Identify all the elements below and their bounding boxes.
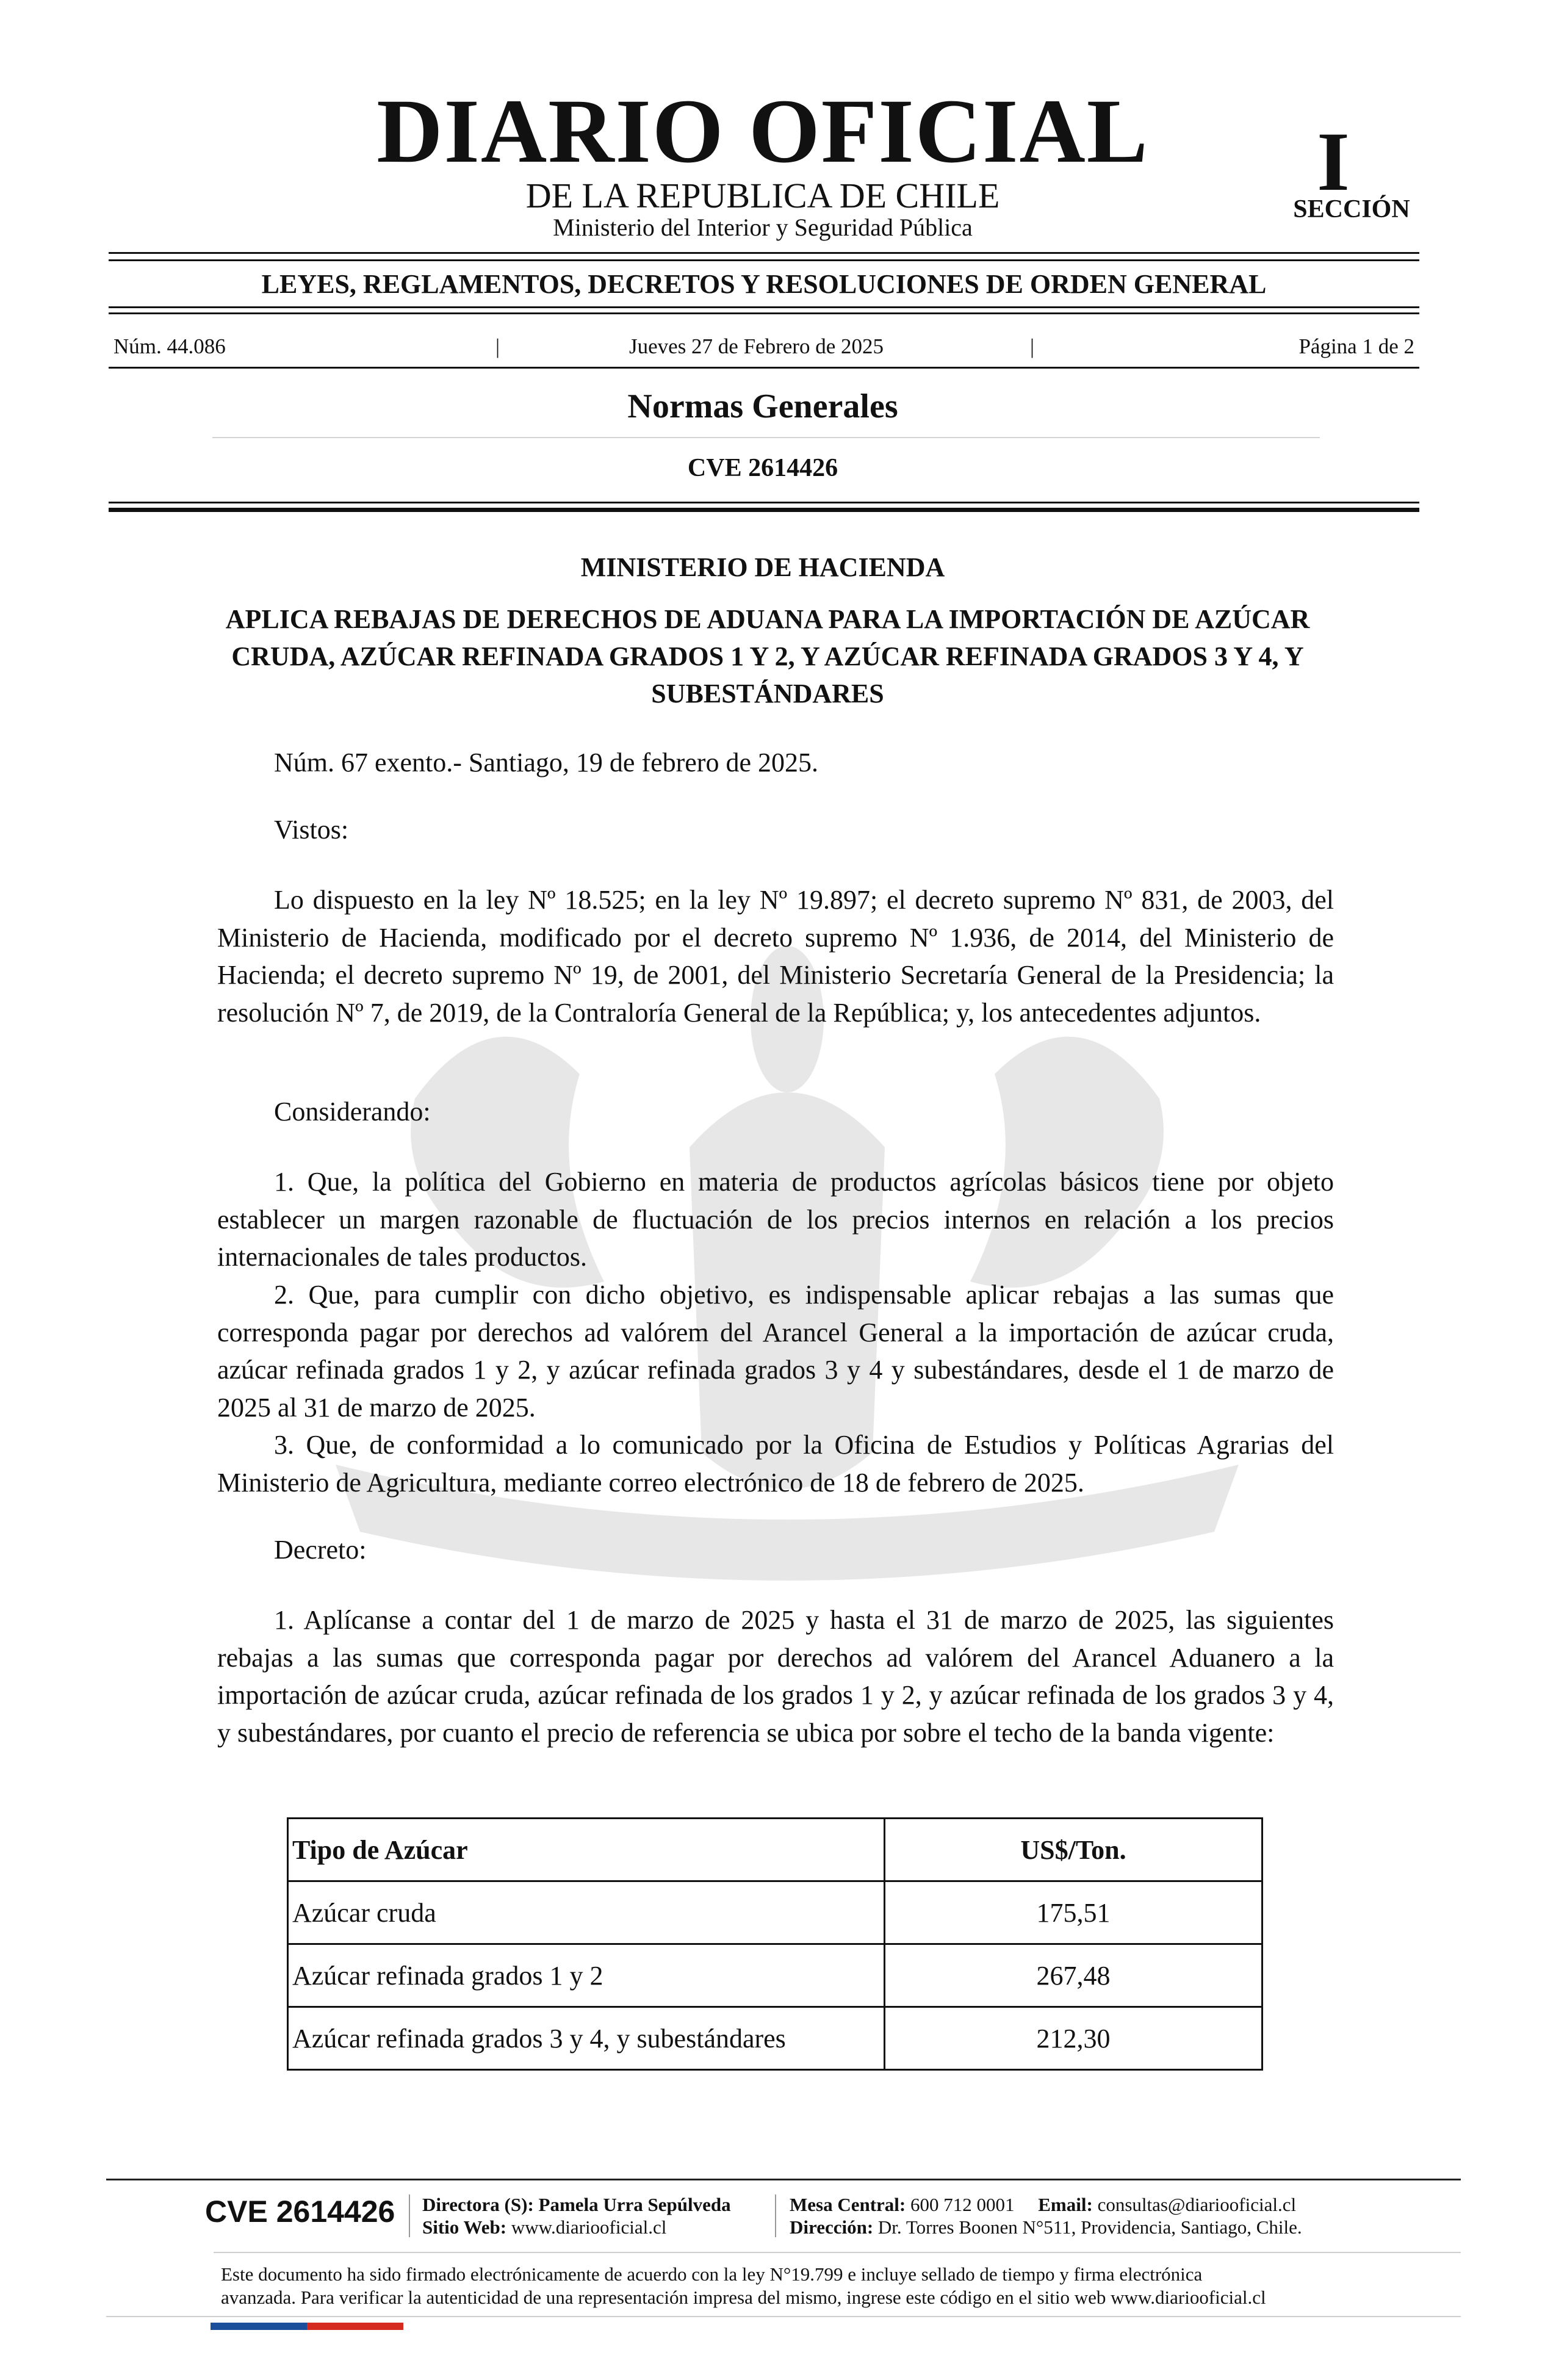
sugar-rebate-table <box>287 1817 1263 2071</box>
issue-info-row <box>109 334 1419 359</box>
issue-number: Núm. 44.086 <box>113 334 226 358</box>
considerando-paragraph-2: 2. Que, para cumplir con dicho objetivo, es indispensable aplicar rebajas a las sumas que corresponda pagar por derechos ad valórem del Arancel General a la importación de azúcar cruda, azúcar refinada grados 1 y 2, y azúcar refinada grados 3 y 4 y subestándares, desde el 1 de marzo de 2025 al 31 de marzo de 2025. <box>217 1280 1334 1423</box>
decreto-article-1: 1. Aplícanse a contar del 1 de marzo de 2025 y hasta el 31 de marzo de 2025, las siguientes rebajas a las sumas que corresponda pagar por derechos ad valórem del Arancel Aduanero a la importación de azúcar cruda, azúcar refinada de los grados 1 y 2, y azúcar refinada de los grados 3 y 4, y subestándares, por cuanto el precio de referencia se ubica por sobre el techo de la banda vigente: <box>217 1605 1334 1748</box>
watermark-motto: POR LA RAZON O LA FUERZA <box>517 1512 1057 1556</box>
flag-stripe-red <box>307 2323 403 2330</box>
director-name: Pamela Urra Sepúlveda <box>538 2194 731 2215</box>
masthead-banner: LEYES, REGLAMENTOS, DECRETOS Y RESOLUCIONES DE ORDEN GENERAL <box>261 269 1267 299</box>
footer-separator <box>409 2194 410 2237</box>
phone-label: Mesa Central: <box>790 2194 906 2215</box>
footer-director <box>422 2193 731 2216</box>
footer-address <box>790 2216 1302 2238</box>
masthead-subtitle: DE LA REPUBLICA DE CHILE <box>525 176 1000 215</box>
divider <box>109 312 1419 314</box>
divider <box>109 252 1419 254</box>
decree-number-line: Núm. 67 exento.- Santiago, 19 de febrero de 2025. <box>274 748 818 777</box>
footer-website <box>422 2216 666 2238</box>
column-header-value: US$/Ton. <box>885 1819 1262 1881</box>
sugar-type-cell: Azúcar refinada grados 1 y 2 <box>288 1944 885 2007</box>
decreto-label: Decreto: <box>274 1535 367 1565</box>
page-count: Página 1 de 2 <box>1298 334 1414 358</box>
vistos-paragraph: Lo dispuesto en la ley Nº 18.525; en la ley Nº 19.897; el decreto supremo Nº 831, de 2003, del Ministerio de Hacienda, modificado por el decreto supremo Nº 1.936, de 2014, del Ministerio de Hacienda; el decreto supremo Nº 19, de 2001, del Ministerio Secretaría General de la Presidencia; la resolución Nº 7, de 2019, de la Contraloría General de la República; y, los antecedentes adjuntos. <box>217 885 1334 1028</box>
signature-note-line-1: Este documento ha sido firmado electrónicamente de acuerdo con la ley N°19.799 e incluye sellado de tiempo y firma electrónica <box>221 2263 1203 2285</box>
director-label: Directora (S): <box>422 2194 534 2215</box>
issue-date: Jueves 27 de Febrero de 2025 <box>629 334 884 358</box>
masthead-title: DIARIO OFICIAL <box>376 81 1149 182</box>
rebate-value-cell: 175,51 <box>885 1881 1262 1944</box>
vistos-label: Vistos: <box>274 815 349 845</box>
email-link[interactable]: consultas@diariooficial.cl <box>1097 2194 1297 2215</box>
document-title: APLICA REBAJAS DE DERECHOS DE ADUANA PARA LA IMPORTACIÓN DE AZÚCAR CRUDA, AZÚCAR REFINADA GRADOS 1 Y 2, Y AZÚCAR REFINADA GRADOS 3 Y 4, Y SUBESTÁNDARES <box>225 604 1310 709</box>
address-value: Dr. Torres Boonen N°511, Providencia, Santiago, Chile. <box>877 2216 1302 2238</box>
sugar-type-cell: Azúcar cruda <box>288 1881 885 1944</box>
sugar-type-cell: Azúcar refinada grados 3 y 4, y subestándares <box>288 2007 885 2070</box>
footer-contact <box>790 2193 1296 2216</box>
footer-divider <box>106 2179 1461 2180</box>
masthead-ministry: Ministerio del Interior y Seguridad Pública <box>553 214 973 241</box>
email-label: Email: <box>1038 2194 1093 2215</box>
column-header-type: Tipo de Azúcar <box>288 1819 885 1881</box>
issue-separator: | <box>1030 334 1035 358</box>
rebate-value-cell: 212,30 <box>885 2007 1262 2070</box>
table-row <box>288 1881 1262 1944</box>
considerando-label: Considerando: <box>274 1097 431 1127</box>
rebate-value-cell: 267,48 <box>885 1944 1262 2007</box>
section-number: I <box>1317 115 1350 208</box>
footer-divider <box>214 2252 1461 2253</box>
address-label: Dirección: <box>790 2216 874 2238</box>
signature-note-line-2: avanzada. Para verificar la autenticidad de una representación impresa del mismo, ingrese este código en el sitio web www.diariooficial.cl <box>221 2287 1266 2308</box>
considerando-paragraph-1: 1. Que, la política del Gobierno en materia de productos agrícolas básicos tiene por objeto establecer un margen razonable de fluctuación de los precios internos en relación a los precios internacionales de tales productos. <box>217 1167 1334 1272</box>
section-label: SECCIÓN <box>1293 195 1410 223</box>
website-link[interactable]: www.diariooficial.cl <box>511 2216 667 2238</box>
website-label: Sitio Web: <box>422 2216 507 2238</box>
table-row <box>288 1944 1262 2007</box>
divider <box>109 508 1419 512</box>
footer-cve-code: CVE 2614426 <box>205 2194 395 2229</box>
phone-value: 600 712 0001 <box>910 2194 1015 2215</box>
divider <box>109 259 1419 261</box>
divider <box>212 437 1320 438</box>
table-row <box>288 2007 1262 2070</box>
issue-separator: | <box>495 334 500 358</box>
divider <box>109 502 1419 503</box>
issuing-ministry: MINISTERIO DE HACIENDA <box>580 552 945 582</box>
cve-code: CVE 2614426 <box>687 454 838 482</box>
footer-separator <box>775 2194 776 2237</box>
flag-stripe-blue <box>211 2323 307 2330</box>
footer-divider <box>106 2316 1461 2317</box>
divider <box>109 367 1419 369</box>
table-header-row <box>288 1819 1262 1881</box>
section-heading: Normas Generales <box>627 388 898 425</box>
considerando-paragraph-3: 3. Que, de conformidad a lo comunicado por la Oficina de Estudios y Políticas Agrarias del Ministerio de Agricultura, mediante correo electrónico de 18 de febrero de 2025. <box>217 1430 1334 1498</box>
divider <box>109 306 1419 308</box>
